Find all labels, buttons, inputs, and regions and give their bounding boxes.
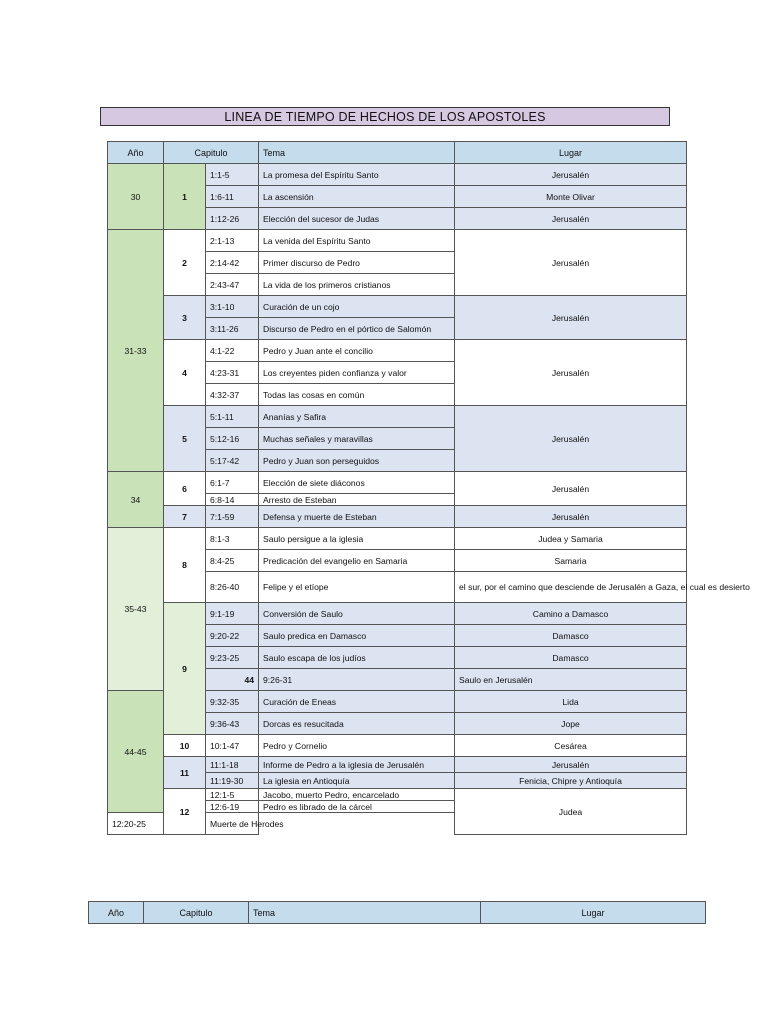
ref-cell: 10:1-47 [206,735,259,757]
topic-cell: Todas las cosas en común [259,384,455,406]
table-row [108,230,687,252]
topic-cell: Los creyentes piden confianza y valor [259,362,455,384]
topic-cell: Felipe y el etíope [259,572,455,603]
topic-cell: Elección de siete diáconos [259,472,455,494]
ref-cell: 12:20-25 [108,813,164,835]
topic-cell: Saulo en Jerusalén [455,669,687,691]
ref-cell: 3:1-10 [206,296,259,318]
ref-cell: 11:19-30 [206,773,259,789]
ref-cell: 8:1-3 [206,528,259,550]
topic-cell: La promesa del Espíritu Santo [259,164,455,186]
place-cell: Jerusalén [455,296,687,340]
topic-cell: Jacobo, muerto Pedro, encarcelado [259,789,455,801]
topic-cell: Dorcas es resucitada [259,713,455,735]
place-cell: Camino a Damasco [455,603,687,625]
table-row [108,735,687,757]
place-cell: Judea [455,789,687,835]
chapter-cell: 2 [164,230,206,296]
topic-cell: Saulo predica en Damasco [259,625,455,647]
chapter-cell: 5 [164,406,206,472]
table-row [108,406,687,428]
place-cell: Monte Olivar [455,186,687,208]
topic-cell: Ananías y Safira [259,406,455,428]
topic-cell: Arresto de Esteban [259,494,455,506]
table-row [108,757,687,773]
header-row [108,142,687,164]
ref-cell: 6:1-7 [206,472,259,494]
ref-cell: 4:1-22 [206,340,259,362]
place-cell: Samaria [455,550,687,572]
ref-cell: 2:14-42 [206,252,259,274]
ref-cell: 5:12-16 [206,428,259,450]
chapter-cell: 11 [164,757,206,789]
topic-cell: Predicación del evangelio en Samaria [259,550,455,572]
topic-cell: Pedro y Juan son perseguidos [259,450,455,472]
table-row [108,789,687,801]
place-cell: Jerusalén [455,757,687,773]
place-cell: Damasco [455,625,687,647]
ref-cell: 5:17-42 [206,450,259,472]
ref-cell: 9:1-19 [206,603,259,625]
chapter-cell: 12 [164,789,206,835]
topic-cell: La vida de los primeros cristianos [259,274,455,296]
place-cell: Jerusalén [455,406,687,472]
year-cell: 44-45 [108,691,164,813]
ref-cell: 2:43-47 [206,274,259,296]
ref-cell: 7:1-59 [206,506,259,528]
topic-cell: La iglesia en Antioquía [259,773,455,789]
place-cell: Jerusalén [455,230,687,296]
chapter-cell: 4 [164,340,206,406]
ref-cell: 8:26-40 [206,572,259,603]
topic-cell: Saulo escapa de los judíos [259,647,455,669]
topic-cell: Curación de Eneas [259,691,455,713]
ref-cell: 9:36-43 [206,713,259,735]
header-chapter: Capitulo [164,142,259,164]
header-place: Lugar [481,902,706,924]
ref-cell: 9:23-25 [206,647,259,669]
ref-cell: 8:4-25 [206,550,259,572]
topic-cell: La venida del Espíritu Santo [259,230,455,252]
ref-cell: 2:1-13 [206,230,259,252]
header-topic: Tema [249,902,481,924]
place-cell: Jerusalén [455,472,687,506]
year-cell: 35-43 [108,528,164,691]
place-cell: Jerusalén [455,340,687,406]
header-year: Año [89,902,144,924]
second-table-header [88,901,706,924]
header-place: Lugar [455,142,687,164]
topic-cell: Primer discurso de Pedro [259,252,455,274]
topic-cell: Discurso de Pedro en el pórtico de Salomón [259,318,455,340]
header-row [89,902,706,924]
topic-cell: Pedro y Juan ante el concilio [259,340,455,362]
place-cell: el sur, por el camino que desciende de Jerusalén a Gaza, el cual es desierto [455,572,687,603]
topic-cell: Saulo persigue a la iglesia [259,528,455,550]
header-year: Año [108,142,164,164]
year-cell: 31-33 [108,230,164,472]
topic-cell: Defensa y muerte de Esteban [259,506,455,528]
place-cell: Fenicia, Chipre y Antioquía [455,773,687,789]
year-cell: 30 [108,164,164,230]
ref-cell: 4:32-37 [206,384,259,406]
chapter-cell: 10 [164,735,206,757]
page-title: LINEA DE TIEMPO DE HECHOS DE LOS APOSTOLES [100,107,670,126]
ref-cell: 3:11-26 [206,318,259,340]
topic-cell: Conversión de Saulo [259,603,455,625]
topic-cell: Pedro y Cornelio [259,735,455,757]
ref-cell: 11:1-18 [206,757,259,773]
ref-cell: 4:23-31 [206,362,259,384]
ref-cell: 6:8-14 [206,494,259,506]
timeline-table [107,141,750,835]
ref-cell: 12:1-5 [206,789,259,801]
place-cell: Cesárea [455,735,687,757]
place-cell: Jerusalén [455,506,687,528]
place-cell: Damasco [455,647,687,669]
header-topic: Tema [259,142,455,164]
year-cell: 44 [206,669,259,691]
topic-cell: Informe de Pedro a la iglesia de Jerusalén [259,757,455,773]
topic-cell: La ascensión [259,186,455,208]
chapter-cell: 1 [164,164,206,230]
table-row [108,528,687,550]
place-cell: Jerusalén [455,164,687,186]
chapter-cell: 8 [164,528,206,603]
ref-cell: 1:6-11 [206,186,259,208]
place-cell: Jope [455,713,687,735]
chapter-cell: 9 [164,603,206,735]
ref-cell: 1:1-5 [206,164,259,186]
place-cell: Lida [455,691,687,713]
chapter-cell: 3 [164,296,206,340]
place-cell: Jerusalén [455,208,687,230]
table-row [108,164,687,186]
topic-cell: Muerte de Herodes [206,813,259,835]
header-chapter: Capitulo [144,902,249,924]
table-row [108,296,687,318]
ref-cell: 5:1-11 [206,406,259,428]
place-cell: Judea y Samaria [455,528,687,550]
topic-cell: Muchas señales y maravillas [259,428,455,450]
ref-cell: 9:26-31 [259,669,455,691]
topic-cell: Elección del sucesor de Judas [259,208,455,230]
table-row [108,603,687,625]
table-row [108,506,687,528]
ref-cell: 9:20-22 [206,625,259,647]
ref-cell: 9:32-35 [206,691,259,713]
chapter-cell: 6 [164,472,206,506]
ref-cell: 1:12-26 [206,208,259,230]
chapter-cell: 7 [164,506,206,528]
topic-cell: Curación de un cojo [259,296,455,318]
year-cell: 34 [108,472,164,528]
topic-cell: Pedro es librado de la cárcel [259,801,455,813]
table-row [108,472,687,494]
table-row [108,340,687,362]
ref-cell: 12:6-19 [206,801,259,813]
